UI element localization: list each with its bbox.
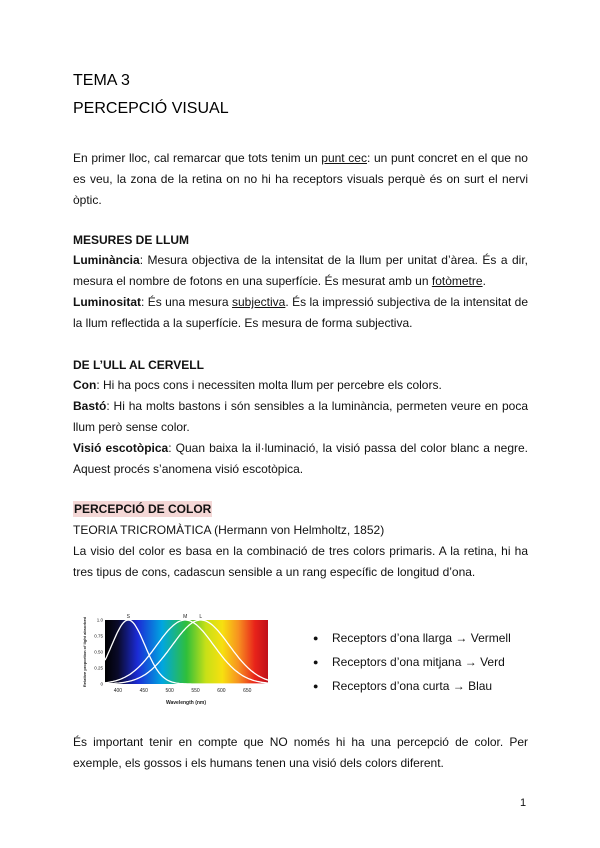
- closing-paragraph: És important tenir en compte que NO només hi ha una percepció de color. Per exemple, els gossos i els humans tenen una visió dels colors diferent.: [73, 735, 528, 770]
- page-number: 1: [520, 797, 527, 809]
- y-axis-label: Relative proportion of light absorbed: [82, 616, 87, 688]
- curve-label: L: [199, 614, 203, 620]
- y-tick-label: 0.25: [94, 665, 103, 671]
- highlighted-heading: PERCEPCIÓ DE COLOR: [74, 502, 212, 516]
- theory-line: TEORIA TRICROMÀTICA (Hermann von Helmholtz, 1852): [73, 523, 385, 537]
- y-tick-label: 0: [100, 681, 103, 687]
- x-tick-label: 500: [165, 688, 174, 694]
- term-basto: Bastó: [73, 399, 107, 413]
- term-luminositat: Luminositat: [73, 295, 141, 309]
- section-heading-mesures: MESURES DE LLUM: [73, 233, 190, 247]
- paragraph-luminositat: Luminositat: És una mesura subjectiva. És la impressió subjectiva de la intensitat de la llum reflectida a la superfície. Es mesura de forma subjectiva.: [73, 295, 529, 330]
- x-tick-label: 550: [191, 688, 200, 694]
- x-axis-ticks: [114, 688, 252, 694]
- list-item: ● Receptors d’ona curta → Blau: [313, 674, 511, 698]
- y-tick-label: 0.75: [94, 633, 103, 639]
- y-axis-ticks: [94, 618, 103, 687]
- curve-label: S: [126, 614, 130, 620]
- list-item: ● Receptors d’ona llarga → Vermell: [313, 626, 511, 650]
- term-punt-cec: punt cec: [321, 151, 367, 165]
- cone-absorption-figure: [80, 612, 270, 708]
- paragraph-con: Con: Hi ha pocs cons i necessiten molta llum per percebre els colors.: [73, 378, 442, 392]
- x-tick-label: 650: [243, 688, 252, 694]
- section-heading-color: [73, 502, 212, 516]
- x-tick-label: 600: [217, 688, 226, 694]
- term-subjectiva: subjectiva: [231, 295, 286, 309]
- paragraph-tricromatica: La visio del color es basa en la combinació de tres colors primaris. A la retina, hi ha tres tipus de cons, cadascun sensible a un rang específic de longitud d’ona.: [73, 544, 528, 579]
- term-visio-escotopica: Visió escotòpica: [73, 441, 169, 455]
- term-fotometre: fotòmetre: [431, 274, 483, 288]
- paragraph-luminancia: Luminància: Mesura objectiva de la intensitat de la llum per unitat d’àrea. És a dir, mesura el nombre de fotons en una superfície. És mesurat amb un fotòmetre.: [73, 253, 528, 288]
- y-tick-label: 1.0: [96, 617, 103, 623]
- paragraph-basto: Bastó: Hi ha molts bastons i són sensibles a la luminància, permeten veure en poca llum però sense color.: [73, 399, 528, 434]
- x-axis-label: Wavelength (nm): [165, 700, 207, 706]
- x-tick-label: 400: [113, 688, 123, 694]
- y-tick-label: 0.50: [94, 649, 103, 655]
- paragraph-escotopica: Visió escotòpica: Quan baixa la il·luminació, la visió passa del color blanc a negre. Aquest procés s’anomena visió escotòpica.: [73, 441, 529, 476]
- intro-paragraph: En primer lloc, cal remarcar que tots tenim un punt cec: un punt concret en el que no es veu, la zona de la retina on no hi ha receptors visuals perquè és on surt el nervi òptic.: [73, 151, 528, 207]
- list-item: ● Receptors d’ona mitjana → Verd: [313, 650, 511, 674]
- page-title: PERCEPCIÓ VISUAL: [73, 100, 229, 117]
- term-con: Con: [73, 378, 97, 392]
- term-luminancia: Luminància: [73, 253, 140, 267]
- receptor-list: [313, 626, 511, 698]
- curve-label: M: [183, 614, 188, 620]
- curve-labels: [127, 614, 203, 620]
- x-tick-label: 450: [139, 688, 148, 694]
- chapter-number: TEMA 3: [73, 72, 130, 89]
- section-heading-ull: DE L’ULL AL CERVELL: [73, 358, 204, 372]
